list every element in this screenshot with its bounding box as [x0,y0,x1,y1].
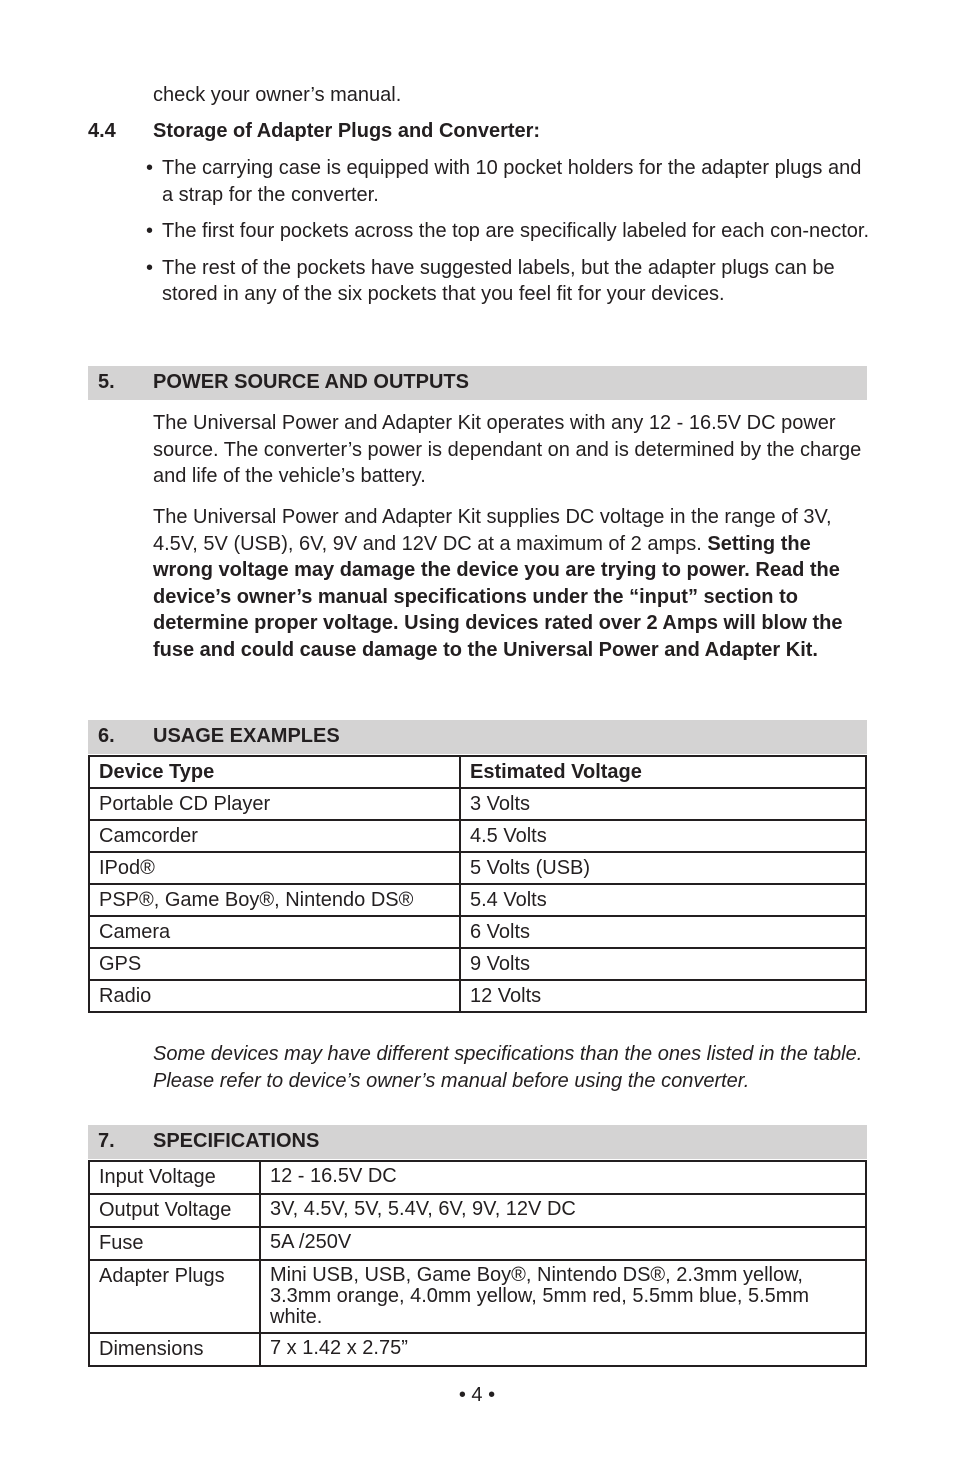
spec-value-cell: 7 x 1.42 x 2.75” [260,1333,866,1366]
device-type-cell: Camcorder [89,820,460,852]
voltage-cell: 4.5 Volts [460,820,866,852]
table-row [89,980,866,1012]
device-type-cell: GPS [89,948,460,980]
spec-value-cell: 12 - 16.5V DC [260,1161,866,1194]
spec-value-cell: 5A /250V [260,1227,866,1260]
table-row [89,916,866,948]
device-type-cell: PSP®, Game Boy®, Nintendo DS® [89,884,460,916]
spec-label-cell: Fuse [89,1227,260,1260]
spec-label-cell: Output Voltage [89,1194,260,1227]
spec-value-cell: 3V, 4.5V, 5V, 5.4V, 6V, 9V, 12V DC [260,1194,866,1227]
table-row [89,1161,866,1194]
table-header-row [89,756,866,788]
section-4-4-title: Storage of Adapter Plugs and Converter: [153,120,541,142]
voltage-cell: 12 Volts [460,980,866,1012]
list-item: • The first four pockets across the top are specifically labeled for each con-nector. [146,218,871,245]
table-row [89,1227,866,1260]
section-7-number: 7. [98,1130,115,1152]
intro-line: check your owner’s manual. [153,84,402,106]
table-row [89,1194,866,1227]
column-header-device-type: Device Type [89,756,460,788]
voltage-cell: 5 Volts (USB) [460,852,866,884]
voltage-range-text: The Universal Power and Adapter Kit supplies DC voltage in the range of 3V, 4.5V, 5V (USB), 6V, 9V and 12V DC at a maximum of 2 amps. [153,506,832,555]
table-row [89,948,866,980]
bullet-text: The carrying case is equipped with 10 pocket holders for the adapter plugs and a strap for the converter. [162,157,862,206]
section-5-title: POWER SOURCE AND OUTPUTS [153,371,469,393]
list-item: • The rest of the pockets have suggested labels, but the adapter plugs can be stored in any of the six pockets that you feel fit for your devices. [146,255,871,308]
device-type-cell: IPod® [89,852,460,884]
page-number: • 4 • [458,1384,496,1406]
bullet-text: The rest of the pockets have suggested labels, but the adapter plugs can be stored in any of the six pockets that you feel fit for your devices. [162,256,835,305]
list-item: • The carrying case is equipped with 10 pocket holders for the adapter plugs and a strap for the converter. [146,155,871,208]
device-type-cell: Portable CD Player [89,788,460,820]
device-type-cell: Camera [89,916,460,948]
spec-label-cell: Adapter Plugs [89,1260,260,1333]
spec-value-cell: Mini USB, USB, Game Boy®, Nintendo DS®, 2.3mm yellow, 3.3mm orange, 4.0mm yellow, 5mm red, 5.5mm blue, 5.5mm white. [260,1260,866,1333]
section-6-number: 6. [98,725,115,747]
table-row [89,884,866,916]
voltage-cell: 3 Volts [460,788,866,820]
specifications-table [88,1160,867,1367]
table-row [89,820,866,852]
section-4-4-number: 4.4 [88,120,116,142]
table-row [89,1260,866,1333]
voltage-cell: 9 Volts [460,948,866,980]
bullet-list [146,155,871,308]
usage-note: Some devices may have different specifications than the ones listed in the table. Please refer to device’s owner’s manual before using the converter. [153,1043,863,1092]
section-7-title: SPECIFICATIONS [153,1130,320,1152]
voltage-cell: 6 Volts [460,916,866,948]
section-6-header [88,720,867,754]
section-7-header [88,1125,867,1159]
spec-label-cell: Input Voltage [89,1161,260,1194]
device-type-cell: Radio [89,980,460,1012]
table-row [89,1333,866,1366]
section-5-header [88,366,867,400]
voltage-cell: 5.4 Volts [460,884,866,916]
voltage-range-paragraph [153,504,868,663]
column-header-estimated-voltage: Estimated Voltage [460,756,866,788]
power-source-paragraph: The Universal Power and Adapter Kit operates with any 12 - 16.5V DC power source. The converter’s power is dependant on and is determined by the charge and life of the vehicle’s battery. [153,412,862,487]
table-row [89,788,866,820]
spec-label-cell: Dimensions [89,1333,260,1366]
usage-examples-table [88,755,867,1013]
table-row [89,852,866,884]
section-5-number: 5. [98,371,115,393]
section-6-title: USAGE EXAMPLES [153,725,340,747]
bullet-text: The first four pockets across the top are specifically labeled for each con-nector. [162,220,870,242]
voltage-warning-text: Setting the wrong voltage may damage the device you are trying to power. Read the device’s owner’s manual specifications under the “input” section to determine proper voltage. Using devices rated over 2 Amps will blow the fuse and could cause damage to the Universal Power and Adapter Kit. [153,532,843,661]
